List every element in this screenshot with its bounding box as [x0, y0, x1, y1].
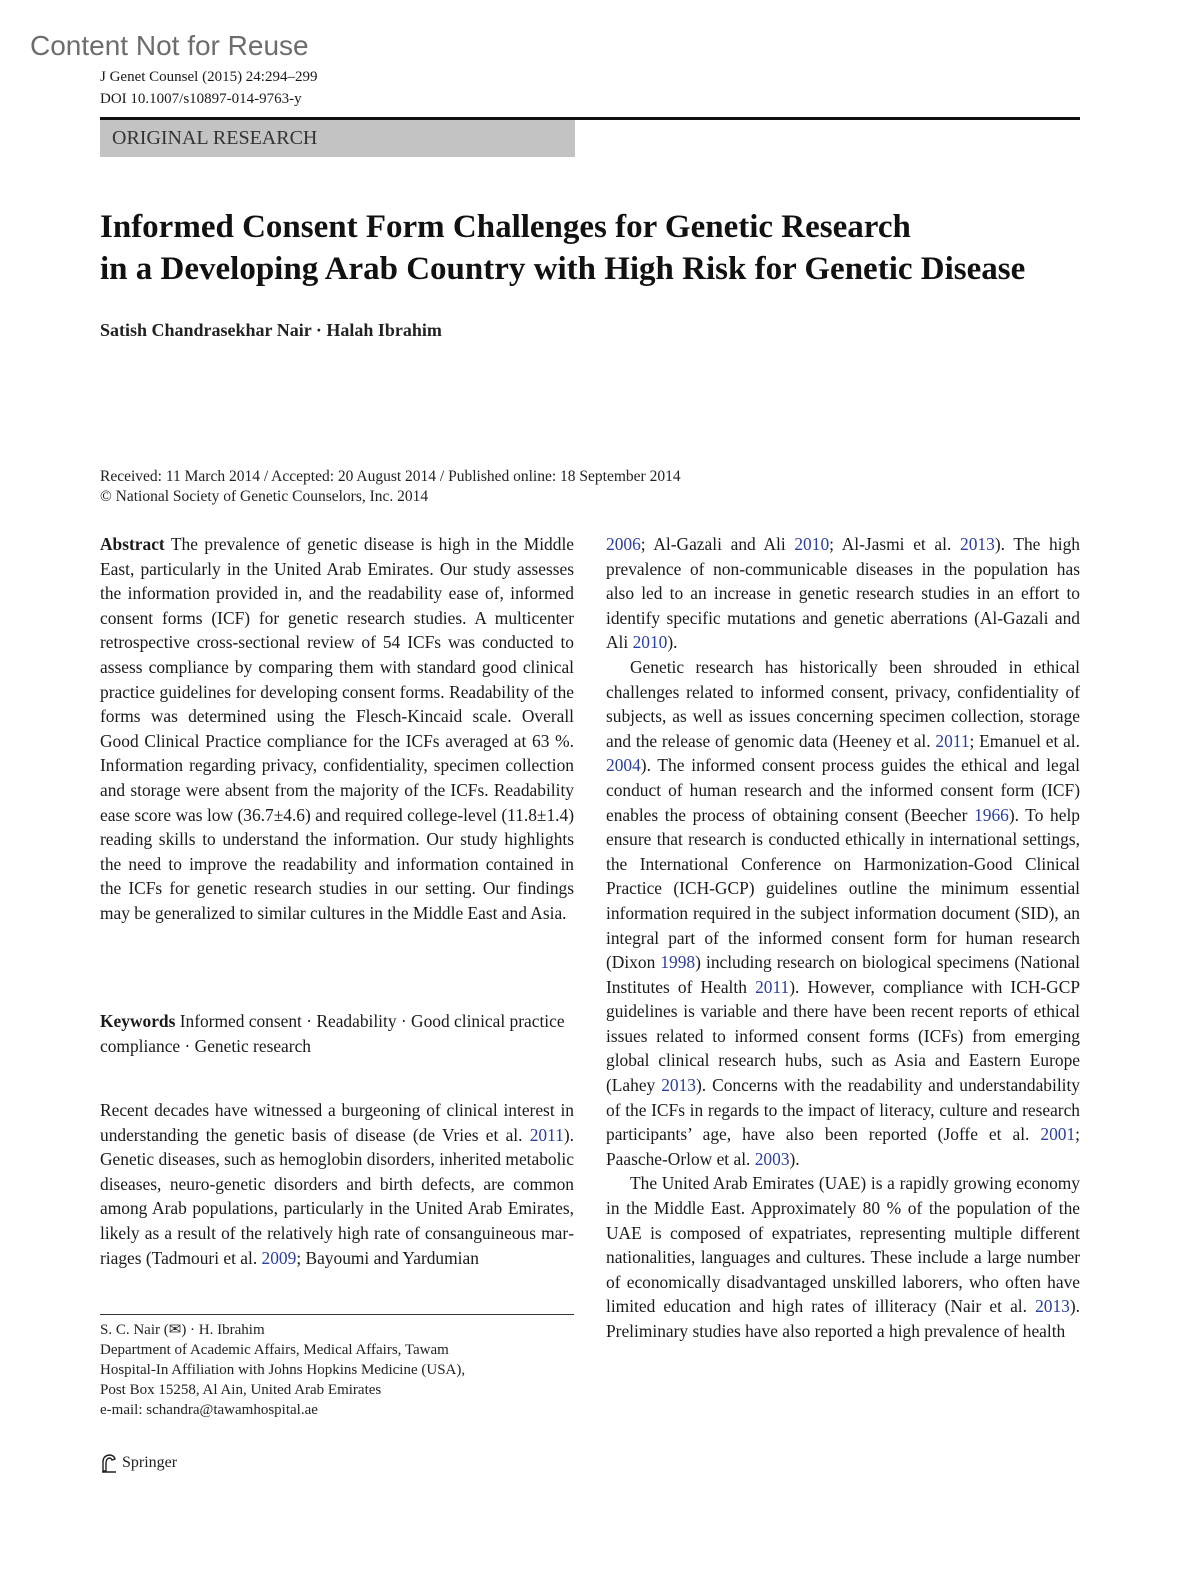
abstract-text: The prevalence of genetic disease is high in the Middle East, particularly in the United Arab Emirates. Our study assesses the information provided in, and the readability ease of, informed consent forms (ICF) for genetic research studies. A multicenter retrospective cross-sectional review of 54 ICFs was conducted to assess compliance by comparing them with standard good clinical practice guidelines for developing consent forms. Readability of the forms was determined using the Flesch-Kincaid scale. Overall Good Clinical Practice compliance for the ICFs averaged at 63 %. Information regarding privacy, confidentiality, specimen collection and storage were absent from the majority of the ICFs. Readability ease score was low (36.7±4.6) and required college-level (11.8±1.4) reading skills to understand the information. Our study highlights the need to improve the readability and information contained in the ICFs for genetic research studies in our setting. Our findings may be generalized to similar cultures in the Middle East and Asia. [100, 534, 574, 923]
body-paragraph [606, 655, 1080, 1171]
citation-link[interactable]: 2003 [754, 1148, 790, 1169]
article-title [100, 206, 1100, 290]
citation-link[interactable]: 2011 [529, 1124, 564, 1145]
citation-link[interactable]: 2006 [606, 534, 641, 554]
footnote-affiliation: Department of Academic Affairs, Medical Affairs, Tawam [100, 1342, 449, 1358]
body-paragraph [606, 532, 1080, 655]
text-span: ; Al-Jasmi et al. [829, 534, 961, 554]
text-span: Genetic research has historically been shrouded in ethical challenges related to informed consent, privacy, confidentiality of subjects, as well as issues concerning specimen collection, storage and the release of genomic data (Heeney et al. [606, 656, 1080, 751]
text-span: ). Genetic diseases, such as hemoglobin disorders, inherited metabolic diseases, neuro-genetic disorders and birth defects, are common among Arab populations, particularly in the United Arab Emirates, likely as a result of the relatively high rate of consanguineous marriages (Tadmouri et al. [100, 1124, 574, 1268]
journal-doi: DOI 10.1007/s10897-014-9763-y [100, 91, 302, 107]
footnote-affiliation: Hospital-In Affiliation with Johns Hopkins Medicine (USA), [100, 1362, 466, 1378]
citation-link[interactable]: 2011 [755, 976, 790, 997]
footnote-rule [100, 1314, 574, 1315]
keywords-label: Keywords [100, 1011, 176, 1031]
citation-link[interactable]: 2001 [1040, 1124, 1076, 1145]
authors: Satish Chandrasekhar Nair · Halah Ibrahim [100, 320, 442, 340]
text-span: ). To help ensure that research is conducted ethically in international settings, the International Conference on Harmonization-Good Clinical Practice (ICH-GCP) guidelines outline the minimum essential information required in the subject information document (SID), an integral part of the informed consent form for human research (Dixon [606, 804, 1080, 973]
citation-link[interactable]: 2011 [935, 730, 970, 751]
text-span: ; Al-Gazali and Ali [640, 534, 795, 554]
footnote-email: e-mail: schandra@tawamhospital.ae [100, 1402, 318, 1418]
citation-link[interactable]: 2004 [606, 755, 641, 776]
text-span: Recent decades have witnessed a burgeoning of clinical interest in understanding the genetic basis of disease (de Vries et al. [100, 1100, 574, 1145]
dates-line: Received: 11 March 2014 / Accepted: 20 August 2014 / Published online: 18 September 2014 [100, 468, 681, 485]
citation-link[interactable]: 2010 [794, 534, 830, 554]
text-span: ; Emanuel et al. [969, 730, 1080, 751]
right-column [606, 532, 1080, 1344]
watermark: Content Not for Reuse [30, 30, 309, 61]
intro-paragraph [100, 1098, 574, 1270]
citation-link[interactable]: 2013 [1035, 1296, 1070, 1317]
citation-link[interactable]: 2009 [261, 1247, 297, 1268]
publisher-logo [100, 1453, 177, 1473]
text-span: ; Paasche-Orlow et al. [606, 1124, 1080, 1169]
abstract-label: Abstract [100, 534, 165, 554]
citation-link[interactable]: 1998 [660, 952, 696, 973]
publisher-name: Springer [122, 1454, 178, 1471]
section-label: ORIGINAL RESEARCH [100, 120, 575, 157]
text-span: ). The high prevalence of non-communicable diseases in the population has also led to an increase in genetic research studies in an effort to identify specific mutations and genetic aberrations (Al-Gazali and Ali [606, 534, 1080, 653]
footnote-authors: S. C. Nair (✉) · H. Ibrahim [100, 1322, 265, 1338]
citation-link[interactable]: 2013 [661, 1075, 696, 1096]
springer-horse-icon [100, 1453, 118, 1473]
text-span: ). Preliminary studies have also reported a high prevalence of health [606, 1296, 1080, 1341]
keywords [100, 1009, 574, 1058]
citation-link[interactable]: 2010 [632, 632, 668, 653]
text-span: ). The informed consent process guides the ethical and legal conduct of human research and the informed consent form (ICF) enables the process of obtaining consent (Beecher [606, 755, 1080, 825]
footnote-address: Post Box 15258, Al Ain, United Arab Emirates [100, 1382, 382, 1398]
text-span: The United Arab Emirates (UAE) is a rapidly growing economy in the Middle East. Approximately 80 % of the population of the UAE is composed of expatriates, representing multiple different nationalities, languages and cultures. These include a large number of economically disadvantaged unskilled laborers, who often have limited education and high rates of illiteracy (Nair et al. [606, 1173, 1080, 1317]
title-line-2: in a Developing Arab Country with High Risk for Genetic Disease [100, 251, 1026, 287]
publication-dates [100, 467, 681, 507]
citation-link[interactable]: 1966 [974, 804, 1009, 825]
title-line-1: Informed Consent Form Challenges for Genetic Research [100, 209, 911, 245]
text-span: ). Concerns with the readability and understandability of the ICFs in regards to the impact of literacy, culture and research participants’ age, have also been reported (Joffe et al. [606, 1075, 1081, 1145]
text-span: ). However, compliance with ICH-GCP guidelines is variable and there have been recent reports of ethical issues related to informed consent forms (ICFs) from emerging global clinical research hubs, such as Asia and Eastern Europe (Lahey [606, 976, 1080, 1096]
text-span: ) including research on biological specimens (National Institutes of Health [606, 952, 1080, 997]
text-span: ). [789, 1148, 800, 1169]
keywords-text: Informed consent · Readability · Good clinical practice compliance · Genetic research [100, 1011, 565, 1056]
journal-info [100, 66, 317, 110]
copyright-line: © National Society of Genetic Counselors, Inc. 2014 [100, 488, 429, 505]
body-paragraph [606, 1171, 1080, 1343]
journal-citation: J Genet Counsel (2015) 24:294–299 [100, 69, 318, 85]
citation-link[interactable]: 2013 [960, 534, 995, 554]
text-span: ; Bayoumi and Yardumian [296, 1247, 479, 1268]
text-span: ). [667, 632, 678, 653]
abstract [100, 532, 574, 926]
author-footnote [100, 1320, 580, 1420]
